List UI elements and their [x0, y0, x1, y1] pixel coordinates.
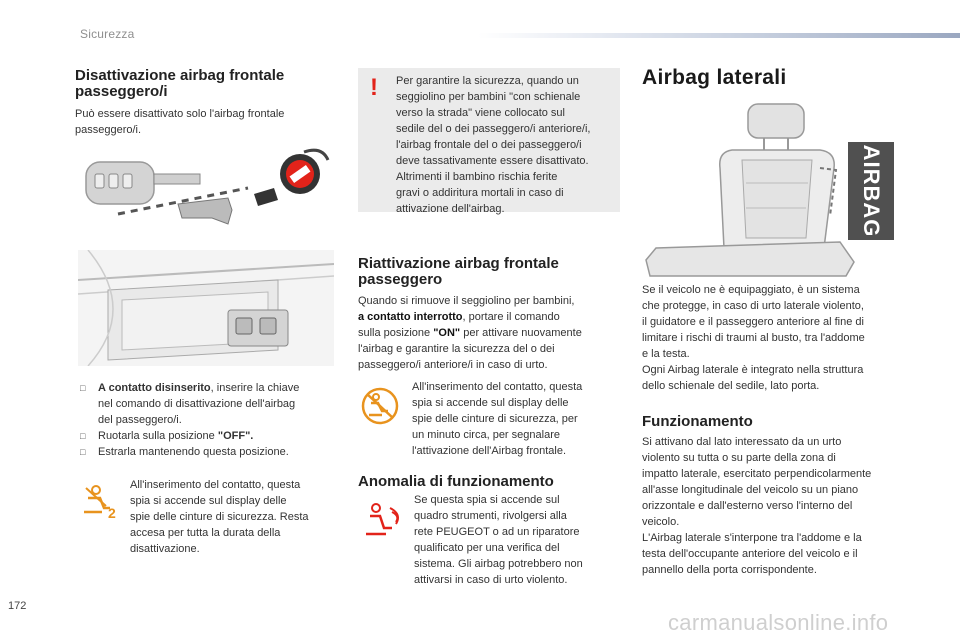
page-number: 172 [8, 600, 27, 612]
note-line: All'inserimento del contatto, questa [130, 479, 301, 491]
text-bold: "ON" [433, 327, 461, 339]
text-line: un minuto circa, per segnalare [412, 429, 560, 441]
key-switch-illustration [78, 148, 334, 248]
passenger-airbag-on-icon [360, 386, 400, 426]
warning-line: attivazione dell'airbag. [396, 203, 505, 215]
svg-text:2: 2 [108, 505, 116, 520]
text-line: quadro strumenti, rivolgersi alla [414, 510, 567, 522]
note-line: spie delle cinture di sicurezza. Resta [130, 511, 309, 523]
watermark: carmanualsonline.info [668, 610, 889, 635]
warning-line: Altrimenti il bambino rischia ferite [396, 171, 558, 183]
step-text: , inserire la chiave [210, 382, 300, 394]
text-line: attivarsi in caso di urto violento. [414, 574, 568, 586]
text-line: e la testa. [642, 348, 690, 360]
warning-line: deve tassativamente essere disattivato. [396, 155, 589, 167]
text-line: sulla posizione [358, 327, 434, 339]
key-blade [154, 174, 200, 184]
step-bold: A contatto disinserito [98, 382, 211, 394]
reactivate-text [358, 293, 620, 373]
text-line: qualificato per una verifica del [414, 542, 560, 554]
warning-line: l'airbag frontale del o dei passeggero/i [396, 139, 582, 151]
text-line: passeggero/i anteriore/i in caso di urto. [358, 359, 548, 371]
warning-line: gravi o addiritura mortali in caso di [396, 187, 564, 199]
reactivate-title [358, 256, 620, 288]
airbag-fault-icon [362, 500, 406, 544]
seat-cushion [646, 242, 854, 276]
text-line: impatto laterale, esercitato perpendicolarmente [642, 468, 872, 480]
text-line: L'Airbag laterale s'interpone tra l'addome e la [642, 532, 862, 544]
text-line: Si attivano dal lato interessato da un urto [642, 436, 842, 448]
intro-line: Può essere disattivato solo l'airbag frontale [75, 108, 285, 120]
indicator-on-text [412, 379, 618, 459]
text-line: sistema. Gli airbag potrebbero non [414, 558, 583, 570]
text-line: veicolo. [642, 516, 680, 528]
text-line: rete PEUGEOT o ad un riparatore [414, 526, 580, 538]
text-line: Ogni Airbag laterale è integrato nella struttura [642, 364, 864, 376]
func-title: Funzionamento [642, 413, 753, 430]
text-line: pannello della porta corrispondente. [642, 564, 817, 576]
section-title: Sicurezza [80, 27, 135, 41]
insert-arrow [254, 188, 278, 206]
text-line: , portare il comando [462, 311, 560, 323]
step-item [80, 444, 340, 460]
checkbox-bullet-icon: □ [80, 447, 86, 457]
step-item [80, 380, 340, 428]
title-line-1: Riattivazione airbag frontale [358, 255, 559, 272]
col3-title: Airbag laterali [642, 66, 787, 89]
text-line: l'airbag e garantire la sicurezza del o dei [358, 343, 555, 355]
warning-line: sedile del o dei passeggero/i anteriore/i, [396, 123, 591, 135]
warning-line: verso la strada" viene collocato sul [396, 107, 565, 119]
step-bold: "OFF". [217, 430, 254, 442]
text-line: Quando si rimuove il seggiolino per bambini, [358, 295, 575, 307]
passenger-airbag-off-icon [80, 484, 120, 520]
airbag-label-tag [848, 142, 894, 240]
text-line: testa dell'occupante anteriore del veicolo e il [642, 548, 858, 560]
text-line: Se questa spia si accende sul [414, 494, 560, 506]
col1-intro [75, 106, 345, 138]
airbag-label-text: AIRBAG [859, 144, 884, 238]
side-airbag-intro [642, 282, 942, 394]
text-line: spia si accende sul display delle [412, 397, 569, 409]
step-text: nel comando di disattivazione dell'airbag [98, 398, 296, 410]
text-line: limitare i rischi di traumi al busto, tra l'addome [642, 332, 865, 344]
text-line: spie delle cinture di sicurezza, per [412, 413, 578, 425]
func-text [642, 434, 942, 578]
note-line: accesa per tutta la durata della [130, 527, 281, 539]
text-line: il guidatore e il passeggero anteriore al fine di [642, 316, 864, 328]
text-line: All'inserimento del contatto, questa [412, 381, 583, 393]
text-line: che protegge, in caso di urto laterale violento, [642, 300, 864, 312]
intro-line: passeggero/i. [75, 124, 142, 136]
step-text: del passeggero/i. [98, 414, 182, 426]
text-line: Se il veicolo ne è equipaggiato, è un sistema [642, 284, 860, 296]
step-text: Ruotarla sulla posizione [98, 430, 218, 442]
note-line: spia si accende sul display delle [130, 495, 287, 507]
text-line: violento su tutta o su parte della zona di [642, 452, 836, 464]
step-text: Estrarla mantenendo questa posizione. [98, 446, 289, 458]
disable-steps [80, 380, 340, 460]
warning-line: Per garantire la sicurezza, quando un [396, 75, 579, 87]
warning-text [396, 73, 618, 217]
indicator-note [130, 477, 342, 557]
checkbox-bullet-icon: □ [80, 383, 86, 393]
text-line: all'asse longitudinale del veicolo su un piano [642, 484, 859, 496]
text-line: dello schienale del sedile, lato porta. [642, 380, 820, 392]
dashboard-illustration [78, 250, 334, 366]
text-line: l'attivazione dell'Airbag frontale. [412, 445, 567, 457]
title-line-2: passeggero/i [75, 83, 168, 100]
step-item [80, 428, 340, 444]
title-line-2: passeggero [358, 271, 443, 288]
text-line: per attivare nuovamente [460, 327, 582, 339]
text-line: orizzontale e dall'esterno verso l'interno del [642, 500, 853, 512]
fault-title: Anomalia di funzionamento [358, 473, 554, 490]
title-line-1: Disattivazione airbag frontale [75, 67, 285, 84]
text-bold: a contatto interrotto [358, 311, 463, 323]
note-line: disattivazione. [130, 543, 200, 555]
col1-title [75, 68, 345, 100]
exclamation-icon: ! [370, 74, 378, 101]
header-rule [478, 33, 960, 38]
fault-text [414, 492, 620, 588]
headrest [748, 104, 804, 138]
checkbox-bullet-icon: □ [80, 431, 86, 441]
warning-line: seggiolino per bambini "con schienale [396, 91, 581, 103]
